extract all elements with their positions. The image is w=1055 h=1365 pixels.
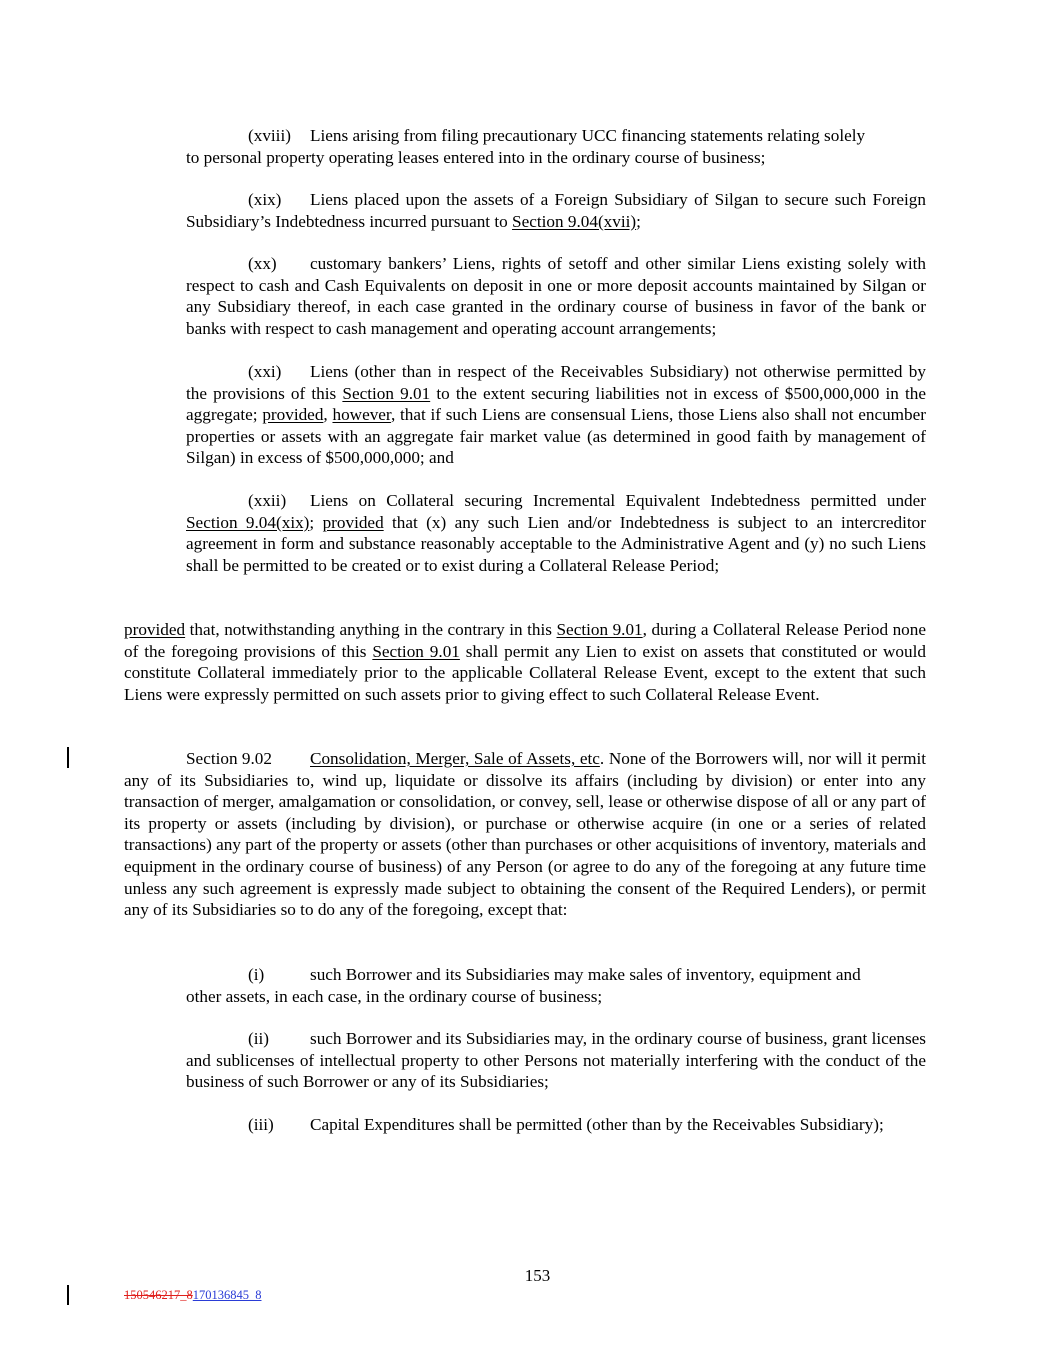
clause-number: (xviii) (248, 126, 291, 145)
sub-clause-i (186, 964, 926, 1007)
change-bar (67, 1285, 69, 1305)
proviso-text: shall permit any Lien to exist on assets that constituted or would constitute Collateral immediately prior to the applicable Collateral Release Event, except to the extent that such Liens were expressly permitted on such assets prior to giving effect to such Collateral Release Event. (124, 641, 926, 704)
clause-number: (xxii) (248, 491, 287, 510)
inserted-doc-id: 170136845_8 (192, 1288, 262, 1302)
deleted-doc-id: 150546217_8 (124, 1288, 193, 1302)
section-reference-link[interactable]: Section 9.01 (556, 620, 643, 639)
section-9-02 (124, 748, 926, 921)
section-title: Consolidation, Merger, Sale of Assets, etc (310, 749, 600, 768)
proviso-text: that, notwithstanding anything in the contrary in this (185, 620, 557, 639)
clause-text: Liens placed upon the assets of a Foreign Subsidiary of Silgan to secure such Foreign Subsidiary’s Indebtedness incurred pursuant to (186, 190, 926, 231)
sub-clause-iii (186, 1114, 926, 1136)
clause-text-cont: to personal property operating leases entered into in the ordinary course of business; (186, 147, 766, 167)
sub-clause-ii (186, 1028, 926, 1093)
section-reference-link[interactable]: Section 9.01 (372, 641, 460, 661)
clause-text: Liens on Collateral securing Incremental Equivalent Indebtedness permitted under (310, 491, 926, 510)
clause-xxi (186, 361, 926, 469)
clause-text-cont: other assets, in each case, in the ordinary course of business; (186, 986, 603, 1006)
section-body: . None of the Borrowers will, nor will it permit any of its Subsidiaries to, wind up, liquidate or dissolve its affairs (including by division) or enter into any transaction of merger, amalgamation or consolidation, or convey, sell, lease or otherwise dispose of all or any part of its property or assets (including by division), or purchase or otherwise acquire (in one or a series of related transactions) any part of the property or assets (other than purchases or other acquisitions of inventory, materials and equipment in the ordinary course of business) of any Person (or agree to do any of the foregoing at any future time unless any such agreement is expressly made subject to obtaining the consent of the Required Lenders), or permit any of its Subsidiaries so to do any of the foregoing, except that: (124, 749, 926, 920)
section-reference-link[interactable]: Section 9.04(xix) (186, 512, 310, 532)
proviso-text: , during a Collateral Release Period none of the foregoing provisions of this (124, 620, 927, 661)
change-bar (67, 747, 69, 768)
clause-number: (xx) (248, 254, 277, 273)
section-label: Section 9.02 (186, 749, 272, 768)
clause-number: (iii) (248, 1115, 274, 1134)
clause-text-mid: to the extent securing liabilities not in excess of $500,000,000 in the aggregate; (186, 383, 926, 425)
clause-xxii (186, 490, 926, 576)
clause-text: Liens (other than in respect of the Receivables Subsidiary) not otherwise permitted by the provisions of this (186, 362, 926, 403)
clause-number: (ii) (248, 1029, 269, 1048)
clause-text: Liens arising from filing precautionary UCC financing statements relating solely (310, 126, 866, 145)
clause-text-mid: , (323, 405, 333, 425)
clause-text: such Borrower and its Subsidiaries may make sales of inventory, equipment and (310, 965, 861, 984)
page-number: 153 (524, 1266, 551, 1285)
section-reference-link[interactable]: Section 9.04(xvii) (512, 211, 637, 231)
section-reference-link[interactable]: Section 9.01 (342, 383, 431, 403)
clause-text-end: ; (636, 211, 641, 231)
clause-text: customary bankers’ Liens, rights of setoff and other similar Liens existing solely with respect to cash and Cash Equivalents on deposit in one or more deposit accounts maintained by Silgan or any Subsidiary thereof, in each case granted in the ordinary course of business in favor of the bank or banks with respect to cash management and operating account arrangements; (186, 254, 926, 338)
clause-xix (186, 189, 926, 232)
clause-text-mid: ; (309, 512, 323, 532)
provided-term: provided (322, 512, 384, 532)
clause-xviii (186, 125, 926, 168)
clause-number: (xix) (248, 190, 282, 209)
clause-text-end: , that if such Liens are consensual Liens, those Liens also shall not encumber properties or assets with an aggregate fair market value (as determined in good faith by management of Silgan) in excess of $500,000,000; and (186, 405, 926, 468)
provided-term: provided (124, 620, 186, 639)
clause-text-end: that (x) any such Lien and/or Indebtedness is subject to an intercreditor agreement in form and substance reasonably acceptable to the Administrative Agent and (y) no such Liens shall be permitted to be created or to exist during a Collateral Release Period; (186, 512, 927, 575)
clause-text: such Borrower and its Subsidiaries may, in the ordinary course of business, grant licenses and sublicenses of intellectual property to other Persons not materially interfering with the conduct of the business of such Borrower or any of its Subsidiaries; (186, 1029, 926, 1092)
provided-term: provided (262, 405, 324, 425)
clause-number: (i) (248, 965, 265, 984)
clause-number: (xxi) (248, 362, 282, 381)
document-id (124, 1288, 262, 1303)
however-term: however (332, 405, 391, 425)
clause-xx (186, 253, 926, 339)
clause-text: Capital Expenditures shall be permitted (other than by the Receivables Subsidiary); (310, 1115, 884, 1134)
proviso-paragraph (124, 619, 926, 705)
